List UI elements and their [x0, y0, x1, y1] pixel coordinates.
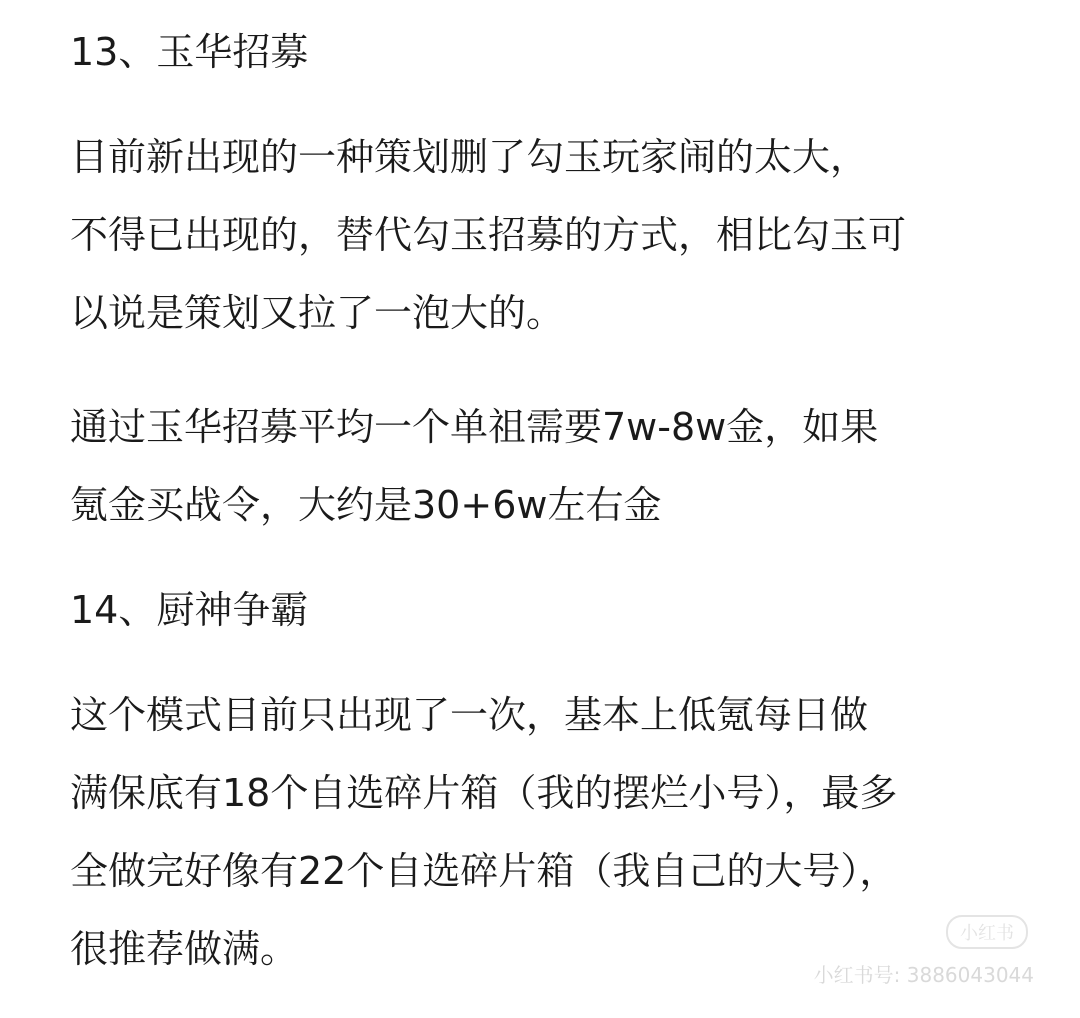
- section-13-para-1-line-2: 不得已出现的，替代勾玉招募的方式，相比勾玉可: [70, 213, 907, 257]
- section-13-heading: 13、玉华招募: [70, 30, 309, 74]
- section-14-para-1-line-4: 很推荐做满。: [70, 927, 299, 971]
- watermark: [794, 915, 1034, 988]
- watermark-id: 小红书号: 3886043044: [813, 963, 1034, 987]
- section-14-para-1-line-1: 这个模式目前只出现了一次，基本上低氪每日做: [70, 693, 869, 737]
- section-13-para-2-line-2: 氪金买战令，大约是30+6w左右金: [70, 483, 662, 527]
- watermark-logo: 小红书: [946, 915, 1028, 949]
- section-13-para-1-line-3: 以说是策划又拉了一泡大的。: [70, 291, 565, 335]
- section-14-para-1-line-3: 全做完好像有22个自选碎片箱（我自己的大号），: [70, 849, 898, 893]
- section-14-para-1-line-2: 满保底有18个自选碎片箱（我的摆烂小号），最多: [70, 771, 898, 815]
- section-13-para-1-line-1: 目前新出现的一种策划删了勾玉玩家闹的太大，: [70, 135, 869, 179]
- section-13-para-2-line-1: 通过玉华招募平均一个单祖需要7w-8w金，如果: [70, 405, 879, 449]
- section-14-heading: 14、厨神争霸: [70, 588, 309, 632]
